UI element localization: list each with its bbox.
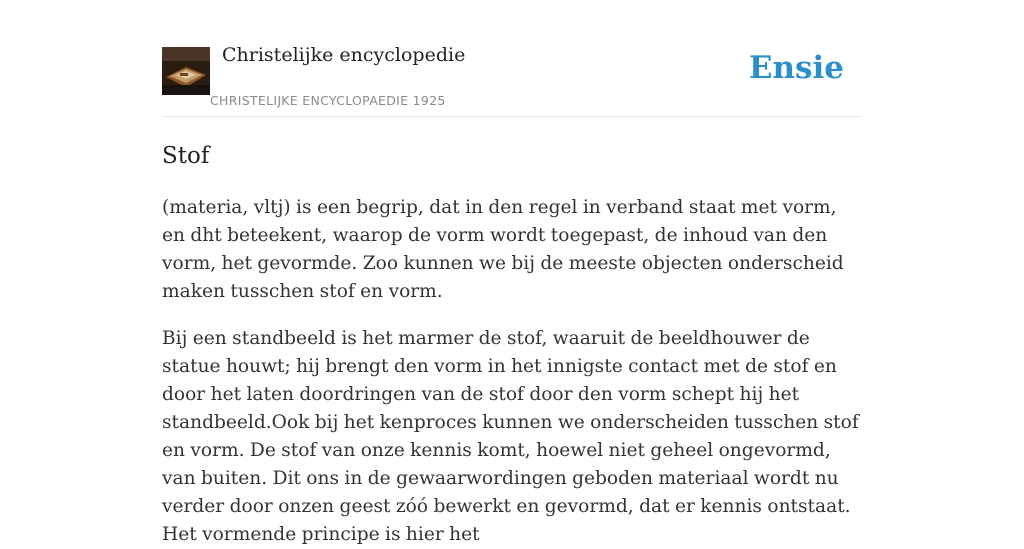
article-title: Stof <box>162 143 210 169</box>
book-collection-icon <box>162 47 210 95</box>
brand-logo[interactable]: Ensie <box>748 50 844 86</box>
article-paragraph: (materia, vltj) is een begrip, dat in den regel in verband staat met vorm, en dht beteekent, waarop de vorm wordt toegepast, de inhoud van den vorm, het gevormde. Zoo kunnen we bij de meeste objecten onderscheid maken tusschen stof en vorm. <box>162 197 844 302</box>
collection-avatar[interactable] <box>162 47 210 95</box>
article-paragraph: Bij een standbeeld is het marmer de stof, waaruit de beeldhouwer de statue houwt; hij brengt den vorm in het innigste contact met de stof en door het laten doordringen van de stof door den vorm schept hij het standbeeld.Ook bij het kenproces kunnen we onderscheiden tusschen stof en vorm. De stof van onze kennis komt, hoewel niet geheel ongevormd, van buiten. Dit ons in de gewaarwordingen geboden materiaal wordt nu verder door onzen geest zóó bewerkt en gevormd, dat er kennis ontstaat. Het vormende principe is hier het <box>162 328 859 545</box>
collection-subtitle[interactable]: CHRISTELIJKE ENCYCLOPAEDIE 1925 <box>210 93 446 108</box>
content-column <box>162 0 862 549</box>
collection-title[interactable]: Christelijke encyclopedie <box>222 44 466 66</box>
header <box>162 0 862 117</box>
